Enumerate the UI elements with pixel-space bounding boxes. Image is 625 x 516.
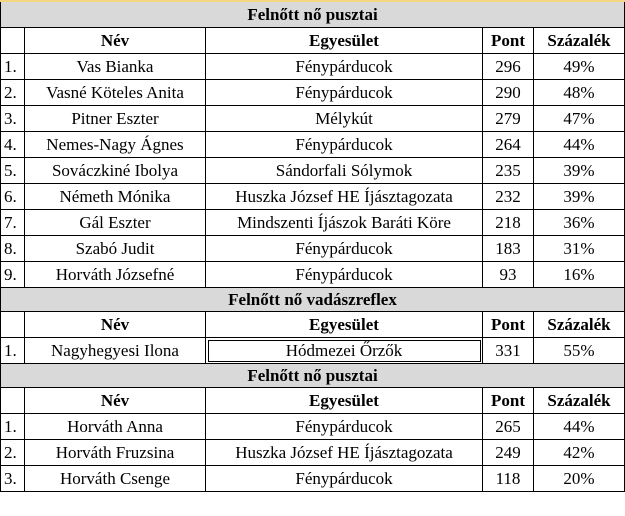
club-cell[interactable]: Fénypárducok bbox=[206, 262, 483, 288]
section-title-row bbox=[1, 288, 625, 312]
header-name[interactable]: Név bbox=[25, 312, 206, 338]
name-cell[interactable]: Vasné Köteles Anita bbox=[25, 80, 206, 106]
section-title[interactable]: Felnőtt nő vadászreflex bbox=[1, 288, 625, 312]
header-rank-cell[interactable] bbox=[1, 28, 25, 54]
rank-cell[interactable]: 7. bbox=[1, 210, 25, 236]
club-cell[interactable]: Huszka József HE Íjásztagozata bbox=[206, 184, 483, 210]
name-cell[interactable]: Pitner Eszter bbox=[25, 106, 206, 132]
table-row bbox=[1, 338, 625, 364]
header-percent[interactable]: Százalék bbox=[534, 312, 625, 338]
club-cell[interactable]: Fénypárducok bbox=[206, 466, 483, 492]
table-row bbox=[1, 210, 625, 236]
header-rank-cell[interactable] bbox=[1, 388, 25, 414]
rank-cell[interactable]: 9. bbox=[1, 262, 25, 288]
points-cell[interactable]: 232 bbox=[483, 184, 534, 210]
rank-cell[interactable]: 5. bbox=[1, 158, 25, 184]
name-cell[interactable]: Sováczkiné Ibolya bbox=[25, 158, 206, 184]
points-cell[interactable]: 331 bbox=[483, 338, 534, 364]
percent-cell[interactable]: 20% bbox=[534, 466, 625, 492]
name-cell[interactable]: Nemes-Nagy Ágnes bbox=[25, 132, 206, 158]
section-title-row bbox=[1, 1, 625, 28]
table-row bbox=[1, 132, 625, 158]
column-header-row bbox=[1, 388, 625, 414]
header-percent[interactable]: Százalék bbox=[534, 28, 625, 54]
name-cell[interactable]: Németh Mónika bbox=[25, 184, 206, 210]
rank-cell[interactable]: 6. bbox=[1, 184, 25, 210]
table-row bbox=[1, 262, 625, 288]
header-name[interactable]: Név bbox=[25, 388, 206, 414]
club-cell[interactable]: Fénypárducok bbox=[206, 132, 483, 158]
points-cell[interactable]: 93 bbox=[483, 262, 534, 288]
section-title-row bbox=[1, 364, 625, 388]
percent-cell[interactable]: 31% bbox=[534, 236, 625, 262]
header-club[interactable]: Egyesület bbox=[206, 388, 483, 414]
club-cell[interactable]: Fénypárducok bbox=[206, 414, 483, 440]
name-cell[interactable]: Horváth Anna bbox=[25, 414, 206, 440]
header-name[interactable]: Név bbox=[25, 28, 206, 54]
rank-cell[interactable]: 1. bbox=[1, 54, 25, 80]
header-points[interactable]: Pont bbox=[483, 28, 534, 54]
table-row bbox=[1, 236, 625, 262]
name-cell[interactable]: Horváth Csenge bbox=[25, 466, 206, 492]
header-club[interactable]: Egyesület bbox=[206, 28, 483, 54]
table-row bbox=[1, 184, 625, 210]
table-row bbox=[1, 54, 625, 80]
percent-cell[interactable]: 44% bbox=[534, 132, 625, 158]
table-row bbox=[1, 106, 625, 132]
table-row bbox=[1, 440, 625, 466]
table-row bbox=[1, 158, 625, 184]
header-percent[interactable]: Százalék bbox=[534, 388, 625, 414]
club-cell[interactable]: Fénypárducok bbox=[206, 54, 483, 80]
column-header-row bbox=[1, 312, 625, 338]
name-cell[interactable]: Horváth Fruzsina bbox=[25, 440, 206, 466]
points-cell[interactable]: 279 bbox=[483, 106, 534, 132]
club-cell[interactable]: Fénypárducok bbox=[206, 236, 483, 262]
header-points[interactable]: Pont bbox=[483, 312, 534, 338]
rank-cell[interactable]: 4. bbox=[1, 132, 25, 158]
percent-cell[interactable]: 55% bbox=[534, 338, 625, 364]
percent-cell[interactable]: 42% bbox=[534, 440, 625, 466]
rank-cell[interactable]: 3. bbox=[1, 106, 25, 132]
header-rank-cell[interactable] bbox=[1, 312, 25, 338]
rank-cell[interactable]: 2. bbox=[1, 80, 25, 106]
points-cell[interactable]: 183 bbox=[483, 236, 534, 262]
name-cell[interactable]: Gál Eszter bbox=[25, 210, 206, 236]
percent-cell[interactable]: 49% bbox=[534, 54, 625, 80]
header-club[interactable]: Egyesület bbox=[206, 312, 483, 338]
points-cell[interactable]: 218 bbox=[483, 210, 534, 236]
table-row bbox=[1, 414, 625, 440]
name-cell[interactable]: Vas Bianka bbox=[25, 54, 206, 80]
percent-cell[interactable]: 47% bbox=[534, 106, 625, 132]
name-cell[interactable]: Nagyhegyesi Ilona bbox=[25, 338, 206, 364]
percent-cell[interactable]: 39% bbox=[534, 184, 625, 210]
rank-cell[interactable]: 2. bbox=[1, 440, 25, 466]
percent-cell[interactable]: 44% bbox=[534, 414, 625, 440]
club-cell[interactable]: Mélykút bbox=[206, 106, 483, 132]
points-cell[interactable]: 118 bbox=[483, 466, 534, 492]
rank-cell[interactable]: 8. bbox=[1, 236, 25, 262]
points-cell[interactable]: 264 bbox=[483, 132, 534, 158]
results-table-body bbox=[1, 1, 625, 492]
points-cell[interactable]: 265 bbox=[483, 414, 534, 440]
rank-cell[interactable]: 3. bbox=[1, 466, 25, 492]
percent-cell[interactable]: 48% bbox=[534, 80, 625, 106]
column-header-row bbox=[1, 28, 625, 54]
table-row bbox=[1, 466, 625, 492]
rank-cell[interactable]: 1. bbox=[1, 338, 25, 364]
points-cell[interactable]: 290 bbox=[483, 80, 534, 106]
percent-cell[interactable]: 16% bbox=[534, 262, 625, 288]
club-cell[interactable]: Hódmezei Őrzők bbox=[206, 338, 483, 364]
club-cell[interactable]: Huszka József HE Íjásztagozata bbox=[206, 440, 483, 466]
name-cell[interactable]: Horváth Józsefné bbox=[25, 262, 206, 288]
points-cell[interactable]: 235 bbox=[483, 158, 534, 184]
percent-cell[interactable]: 36% bbox=[534, 210, 625, 236]
percent-cell[interactable]: 39% bbox=[534, 158, 625, 184]
club-cell[interactable]: Mindszenti Íjászok Baráti Köre bbox=[206, 210, 483, 236]
name-cell[interactable]: Szabó Judit bbox=[25, 236, 206, 262]
club-cell[interactable]: Fénypárducok bbox=[206, 80, 483, 106]
header-points[interactable]: Pont bbox=[483, 388, 534, 414]
rank-cell[interactable]: 1. bbox=[1, 414, 25, 440]
section-title[interactable]: Felnőtt nő pusztai bbox=[1, 1, 625, 28]
points-cell[interactable]: 296 bbox=[483, 54, 534, 80]
club-cell[interactable]: Sándorfali Sólymok bbox=[206, 158, 483, 184]
points-cell[interactable]: 249 bbox=[483, 440, 534, 466]
section-title[interactable]: Felnőtt nő pusztai bbox=[1, 364, 625, 388]
table-row bbox=[1, 80, 625, 106]
